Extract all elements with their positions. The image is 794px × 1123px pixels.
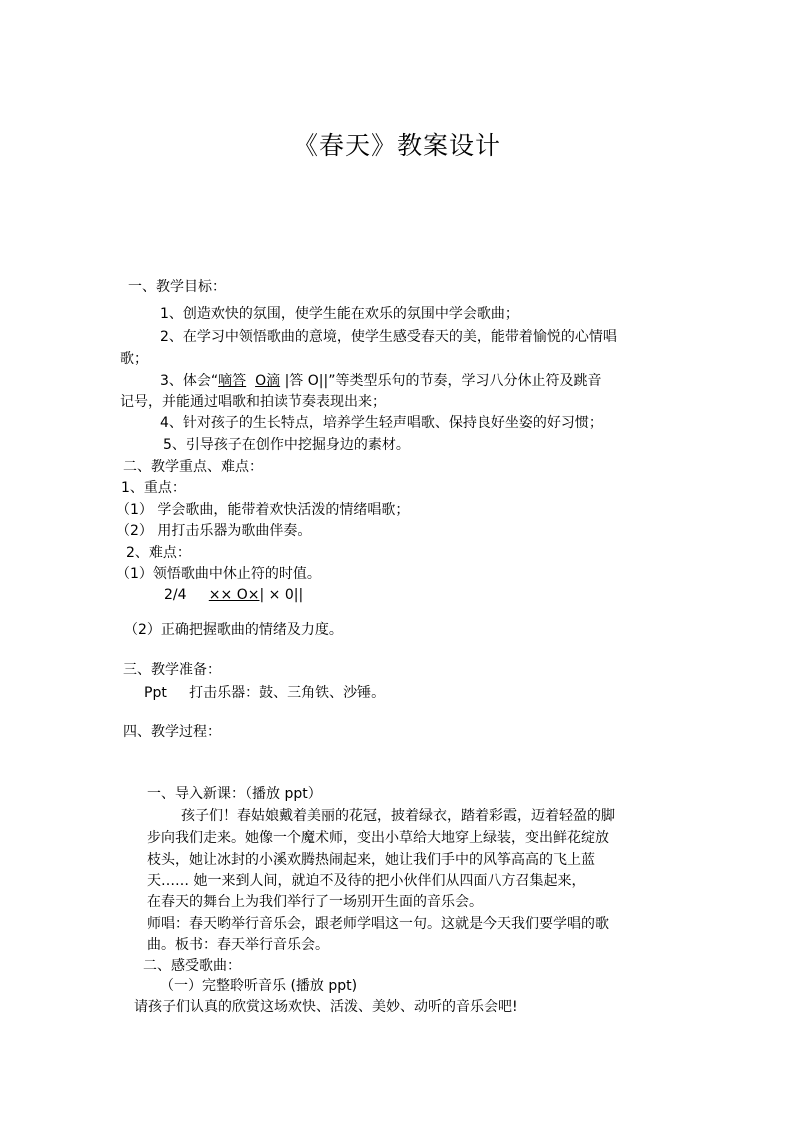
rhythm-pattern-1: 嘀答 (218, 373, 247, 389)
process-1-line-2: 步向我们走来。她像一个魔术师，变出小草给大地穿上绿装，变出鲜花绽放 (147, 830, 609, 846)
process-1-heading: 一、导入新课：（播放 ppt） (147, 786, 322, 802)
process-1-line-3: 枝头，她让冰封的小溪欢腾热闹起来，她让我们手中的风筝高高的飞上蓝 (147, 852, 595, 868)
section-2-heading: 二、教学重点、难点： (123, 459, 263, 475)
rhythm-pattern-2: O滴 (255, 373, 281, 389)
process-1-line-7: 曲。板书：春天举行音乐会。 (147, 937, 329, 953)
rhythm-pattern-3: |答 O|| (284, 373, 329, 389)
rhythm-notes: ×× O× (208, 587, 260, 603)
process-1-line-6: 师唱：春天哟举行音乐会，跟老师学唱这一句。这就是今天我们要学唱的歌 (147, 916, 609, 932)
prep-items (144, 683, 385, 703)
goal-5: 5、引导孩子在创作中挖掘身边的素材。 (163, 437, 410, 453)
difficulty-1: （1）领悟歌曲中休止符的时值。 (116, 566, 321, 582)
key-point-2: （2） 用打击乐器为歌曲伴奏。 (116, 523, 312, 539)
process-1-line-4: 天…… 她一来到人间，就迫不及待的把小伙伴们从四面八方召集起来， (147, 873, 586, 889)
goal-1: 1、创造欢快的氛围，使学生能在欢乐的氛围中学会歌曲； (160, 306, 519, 322)
difficulties-heading: 2、难点： (126, 545, 191, 561)
key-point-1: （1） 学会歌曲，能带着欢快活泼的情绪唱歌； (116, 502, 410, 518)
section-4-heading: 四、教学过程： (123, 724, 221, 740)
rhythm-meter: 2/4 (164, 587, 187, 603)
key-points-heading: 1、重点： (121, 480, 186, 496)
process-2-heading: 二、感受歌曲： (143, 958, 241, 974)
goal-2: 2、在学习中领悟歌曲的意境，使学生感受春天的美，能带着愉悦的心情唱 (160, 329, 617, 345)
process-2-line-1: 请孩子们认真的欣赏这场欢快、活泼、美妙、动听的音乐会吧! (134, 999, 518, 1015)
process-1-line-1: 孩子们！春姑娘戴着美丽的花冠，披着绿衣，踏着彩霞，迈着轻盈的脚 (181, 808, 615, 824)
page-title: 《春天》教案设计 (292, 131, 501, 160)
goal-2-cont: 歌； (120, 351, 148, 367)
prep-item-instruments: 打击乐器：鼓、三角铁、沙锤。 (189, 685, 386, 701)
goal-3-cont: 记号，并能通过唱歌和拍读节奏表现出来； (120, 394, 386, 410)
prep-item-ppt: Ppt (144, 685, 167, 701)
difficulty-2: （2）正确把握歌曲的情绪及力度。 (124, 622, 343, 638)
rhythm-end: | × 0|| (259, 587, 304, 603)
rhythm-example (164, 585, 303, 605)
section-3-heading: 三、教学准备： (123, 662, 221, 678)
section-1-heading: 一、教学目标： (128, 279, 226, 295)
process-1-line-5: 在春天的舞台上为我们举行了一场别开生面的音乐会。 (147, 894, 483, 910)
process-2-subheading: （一）完整聆听音乐 (播放 ppt) (160, 978, 358, 994)
goal-3 (160, 371, 601, 391)
goal-3-prefix: 3、体会“ (160, 373, 219, 389)
goal-4: 4、针对孩子的生长特点，培养学生轻声唱歌、保持良好坐姿的好习惯； (160, 415, 603, 431)
goal-3-suffix: ”等类型乐句的节奏，学习八分休止符及跳音 (328, 373, 602, 389)
